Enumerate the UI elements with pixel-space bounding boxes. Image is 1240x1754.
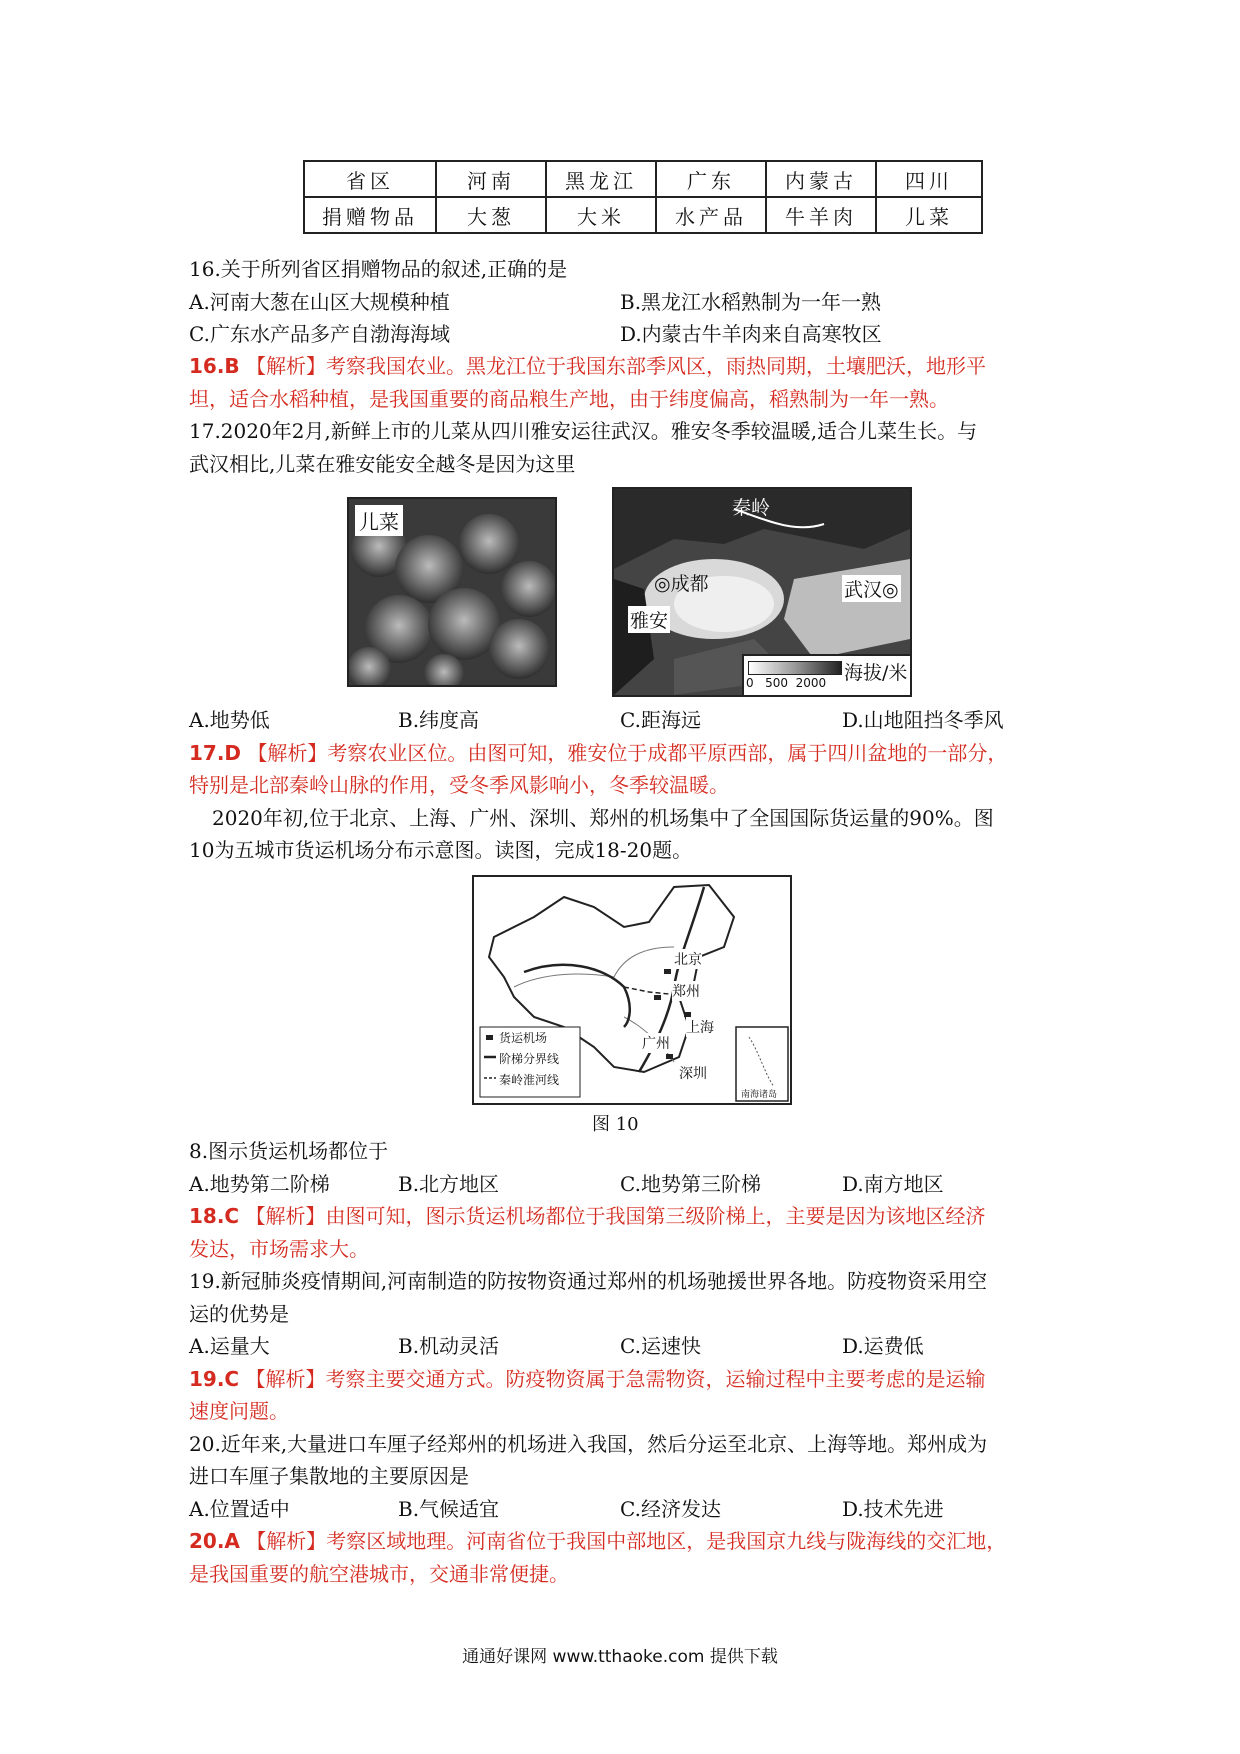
q20-stem-line2: 进口车厘子集散地的主要原因是 [189, 1464, 469, 1488]
page-footer: 通通好课网 www.tthaoke.com 提供下载 [462, 1647, 778, 1667]
q20-answer-label: 20.A [189, 1529, 240, 1553]
map-label-yaan: 雅安 [628, 606, 670, 633]
q16-option-d: D.内蒙古牛羊肉来自高寒牧区 [620, 322, 882, 346]
q19-answer-line1 [189, 1366, 985, 1392]
elevation-legend [742, 654, 910, 695]
q19-answer-label: 19.C [189, 1367, 240, 1391]
table-cell: 大葱 [436, 197, 546, 233]
figure-caption: 图 10 [592, 1114, 639, 1135]
table-cell: 省区 [304, 161, 436, 197]
table-cell: 牛羊肉 [766, 197, 876, 233]
elevation-color-bar [748, 661, 842, 675]
q18-answer-text1: 【解析】由图可知，图示货运机场都位于我国第三级阶梯上，主要是因为该地区经济 [245, 1204, 986, 1228]
table-row [304, 197, 982, 233]
legend-title: 海拔/米 [844, 662, 908, 684]
q19-option-d: D.运费低 [842, 1334, 924, 1358]
fig10-china-map [472, 875, 792, 1105]
legend-ticks: 0 500 2000 [746, 676, 827, 690]
q20-option-a: A.位置适中 [189, 1497, 290, 1521]
table-header-row [304, 161, 982, 197]
q20-stem-line1: 20.近年来,大量进口车厘子经郑州的机场进入我国，然后分运至北京、上海等地。郑州成为 [189, 1432, 988, 1456]
q17-option-c: C.距海远 [620, 708, 701, 732]
donation-table [303, 160, 983, 234]
q16-stem: 16.关于所列省区捐赠物品的叙述,正确的是 [189, 257, 568, 281]
q19-stem-line1: 19.新冠肺炎疫情期间,河南制造的防按物资通过郑州的机场驰援世界各地。防疫物资采用空 [189, 1269, 988, 1293]
q18-answer-line1 [189, 1203, 985, 1229]
q18-option-d: D.南方地区 [842, 1172, 944, 1196]
q16-answer-label: 16.B [189, 354, 240, 378]
legend-step-boundary: 阶梯分界线 [499, 1052, 560, 1066]
table-cell: 大米 [546, 197, 656, 233]
erchai-photo [347, 497, 557, 687]
q18-option-c: C.地势第三阶梯 [620, 1172, 761, 1196]
q19-answer-line2: 速度问题。 [189, 1399, 289, 1423]
q19-option-c: C.运速快 [620, 1334, 701, 1358]
city-label-zhengzhou: 郑州 [672, 981, 700, 1001]
q17-answer-line2: 特别是北部秦岭山脉的作用，受冬季风影响小，冬季较温暖。 [189, 773, 729, 797]
q17-option-d: D.山地阻挡冬季风 [842, 708, 1004, 732]
city-label-shenzhen: 深圳 [679, 1063, 707, 1083]
q20-answer-line1 [189, 1528, 1006, 1554]
q17-answer-text1: 【解析】考察农业区位。由图可知，雅安位于成都平原西部，属于四川盆地的一部分， [247, 741, 1008, 765]
table-cell: 内蒙古 [766, 161, 876, 197]
q19-option-b: B.机动灵活 [398, 1334, 500, 1358]
q18-option-b: B.北方地区 [398, 1172, 500, 1196]
table-cell: 黑龙江 [546, 161, 656, 197]
legend-qinling-huaihe: 秦岭淮河线 [499, 1073, 560, 1087]
q17-stem-line2: 武汉相比,儿菜在雅安能安全越冬是因为这里 [189, 452, 576, 476]
table-cell: 捐赠物品 [304, 197, 436, 233]
q18-stem: 8.图示货运机场都位于 [189, 1139, 389, 1163]
q20-option-c: C.经济发达 [620, 1497, 721, 1521]
map-label-chengdu: ◎成都 [654, 573, 709, 595]
table-cell: 四川 [876, 161, 982, 197]
q18-answer-label: 18.C [189, 1204, 240, 1228]
q20-answer-text1: 【解析】考察区域地理。河南省位于我国中部地区，是我国京九线与陇海线的交汇地， [246, 1529, 1007, 1553]
q16-answer-text1: 【解析】考察我国农业。黑龙江位于我国东部季风区，雨热同期，土壤肥沃，地形平 [246, 354, 987, 378]
inset-label: 南海诸岛 [741, 1090, 778, 1100]
intro-line2: 10为五城市货运机场分布示意图。读图，完成18-20题。 [189, 838, 693, 862]
table-cell: 河南 [436, 161, 546, 197]
q19-answer-text1: 【解析】考察主要交通方式。防疫物资属于急需物资，运输过程中主要考虑的是运输 [245, 1367, 986, 1391]
q18-option-a: A.地势第二阶梯 [189, 1172, 330, 1196]
q17-option-a: A.地势低 [189, 708, 270, 732]
q17-stem-line1: 17.2020年2月,新鲜上市的儿菜从四川雅安运往武汉。雅安冬季较温暖,适合儿菜生长。与 [189, 419, 978, 443]
q17-answer-line1 [189, 740, 1007, 766]
map-label-qinling: 秦岭 [732, 497, 771, 519]
china-map-graphic [474, 877, 790, 1103]
q20-option-d: D.技术先进 [842, 1497, 944, 1521]
city-label-beijing: 北京 [674, 949, 702, 969]
map-label-wuhan: 武汉◎ [842, 575, 901, 602]
city-label-shanghai: 上海 [686, 1017, 714, 1037]
q16-option-b: B.黑龙江水稻熟制为一年一熟 [620, 290, 882, 314]
table-cell: 水产品 [656, 197, 766, 233]
q19-option-a: A.运量大 [189, 1334, 270, 1358]
q20-answer-line2: 是我国重要的航空港城市，交通非常便捷。 [189, 1562, 569, 1586]
q16-answer-line1 [189, 353, 986, 379]
table-cell: 儿菜 [876, 197, 982, 233]
legend-airport: 货运机场 [499, 1031, 548, 1045]
table-cell: 广东 [656, 161, 766, 197]
sichuan-terrain-map [612, 487, 912, 697]
photo-label: 儿菜 [355, 505, 403, 536]
q16-option-c: C.广东水产品多产自渤海海域 [189, 322, 450, 346]
city-label-guangzhou: 广州 [642, 1033, 670, 1053]
q20-option-b: B.气候适宜 [398, 1497, 500, 1521]
q17-answer-label: 17.D [189, 741, 242, 765]
q17-option-b: B.纬度高 [398, 708, 480, 732]
q16-option-a: A.河南大葱在山区大规模种植 [189, 290, 450, 314]
q16-answer-line2: 坦，适合水稻种植，是我国重要的商品粮生产地，由于纬度偏高，稻熟制为一年一熟。 [189, 387, 949, 411]
q18-answer-line2: 发达，市场需求大。 [189, 1237, 369, 1261]
intro-line1: 2020年初,位于北京、上海、广州、深圳、郑州的机场集中了全国国际货运量的90%。图 [212, 806, 994, 830]
q19-stem-line2: 运的优势是 [189, 1302, 289, 1326]
